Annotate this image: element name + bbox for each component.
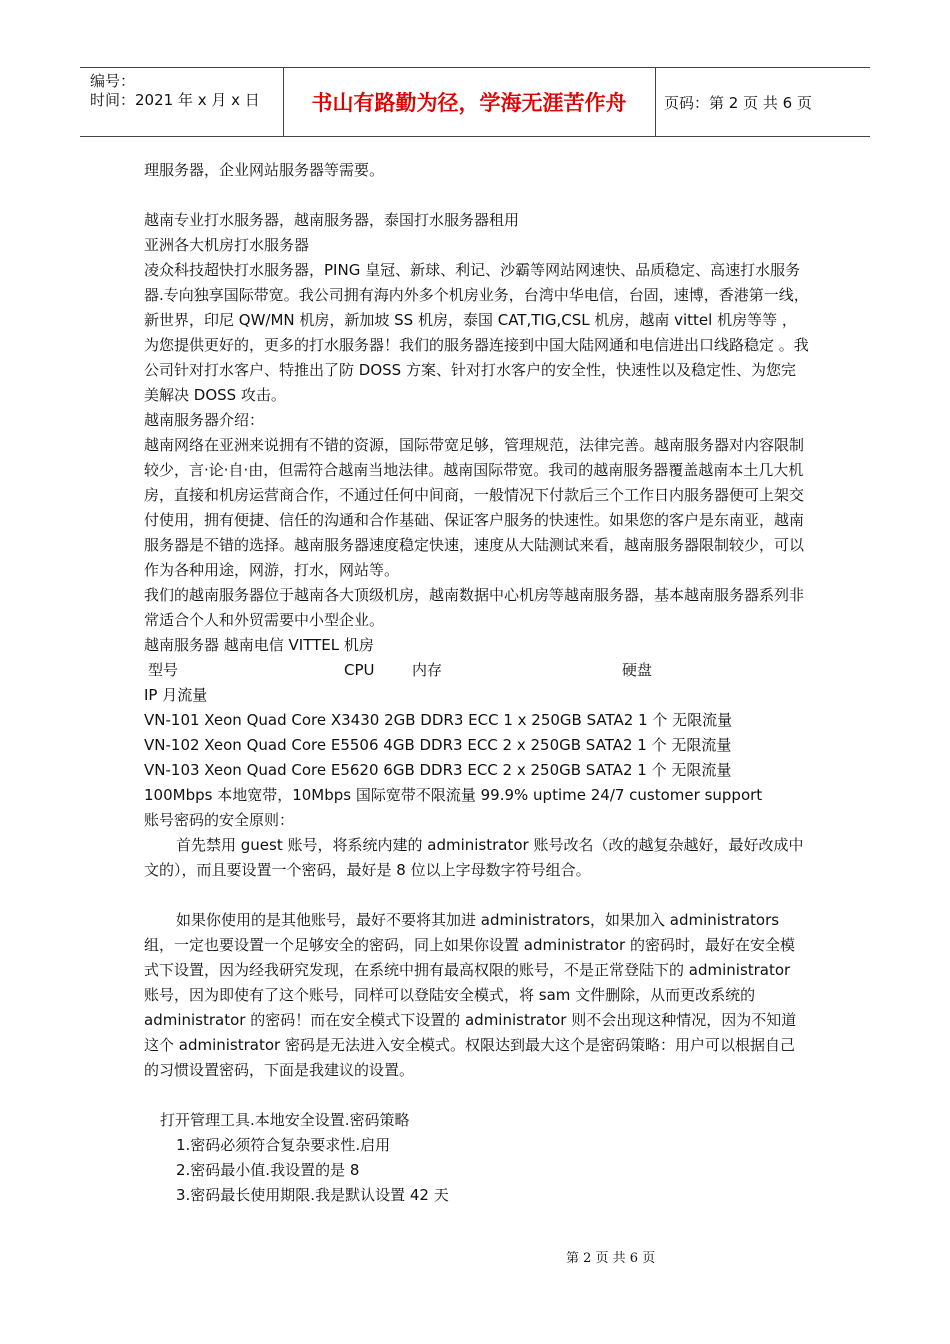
paragraph: 越南网络在亚洲来说拥有不错的资源，国际带宽足够，管理规范，法律完善。越南服务器对内容限制较少，言·论·自·由，但需符合越南当地法律。越南国际带宽。我司的越南服务器覆盖越南本土几大机房，直接和机房运营商合作，不通过任何中间商，一般情况下付款后三个工作日内服务器便可上架交付使用，拥有便捷、信任的沟通和合作基础、保证客户服务的快速性。如果您的客户是东南亚，越南服务器是不错的选择。越南服务器速度稳定快速，速度从大陆测试来看，越南服务器限制较少，可以作为各种用途，网游，打水，网站等。 <box>144 436 805 579</box>
paragraph: 越南专业打水服务器，越南服务器，泰国打水服务器租用 <box>144 211 520 229</box>
section-heading: 账号密码的安全原则： <box>144 811 295 829</box>
col-mem: 内存 <box>412 661 443 679</box>
spec-header-ip: IP 月流量 <box>144 686 208 704</box>
paragraph: 凌众科技超快打水服务器，PING 皇冠、新球、利记、沙霸等网站网速快、品质稳定、高速打水服务器.专向独享国际带宽。我公司拥有海内外多个机房业务，台湾中华电信，台固，速博，香港第一线，新世界，印尼 QW/MN 机房，新加坡 SS 机房，泰国 CAT,TIG,CSL 机房，越南 vittel 机房等等 ，为您提供更好的，更多的打水服务器！我们的服务器连接到中国大陆网通和电信进出口线路稳定 。我公司针对打水客户、特推出了防 DOSS 方案、针对打水客户的安全性，快速性以及稳定性、为您完美解决 DOSS 攻击。 <box>144 261 809 404</box>
paragraph: 亚洲各大机房打水服务器 <box>144 236 310 254</box>
col-model: 型号 <box>148 661 179 679</box>
header-meta <box>90 72 260 110</box>
date-label: 时间：2021 年 x 月 x 日 <box>90 91 260 109</box>
header-divider <box>655 68 656 136</box>
document-body <box>144 158 809 1208</box>
spec-table-header <box>144 658 809 683</box>
list-item: 2.密码最小值.我设置的是 8 <box>176 1161 360 1179</box>
paragraph: 打开管理工具.本地安全设置.密码策略 <box>160 1111 410 1129</box>
footer-page-number: 第 2 页 共 6 页 <box>566 1251 656 1266</box>
spec-row: VN-102 Xeon Quad Core E5506 4GB DDR3 ECC 2 x 250GB SATA2 1 个 无限流量 <box>144 736 732 754</box>
paragraph: 首先禁用 guest 账号，将系统内建的 administrator 账号改名（改的越复杂越好，最好改成中文的），而且要设置一个密码，最好是 8 位以上字母数字符号组合。 <box>144 836 804 879</box>
header-motto: 书山有路勤为径，学海无涯苦作舟 <box>311 91 627 115</box>
list-item: 1.密码必须符合复杂要求性.启用 <box>176 1136 391 1154</box>
paragraph: 如果你使用的是其他账号，最好不要将其加进 administrators，如果加入 administrators 组，一定也要设置一个足够安全的密码，同上如果你设置 administrator 的密码时，最好在安全模式下设置，因为经我研究发现，在系统中拥有最高权限的账号，不是正常登陆下的 administrator 账号，因为即使有了这个账号，同样可以登陆安全模式，将 sam 文件删除，从而更改系统的 administrator 的密码！而在安全模式下设置的 administrator 则不会出现这种情况，因为不知道这个 administrator 密码是无法进入安全模式。权限达到最大这个是密码策略：用户可以根据自己的习惯设置密码，下面是我建议的设置。 <box>144 911 797 1079</box>
col-disk: 硬盘 <box>622 661 653 679</box>
list-item: 3.密码最长使用期限.我是默认设置 42 天 <box>176 1186 449 1204</box>
paragraph: 越南服务器 越南电信 VITTEL 机房 <box>144 636 374 654</box>
header-page-label: 页码：第 2 页 共 6 页 <box>664 93 812 112</box>
col-cpu: CPU <box>344 661 375 679</box>
page-header <box>80 67 870 137</box>
spec-row: VN-101 Xeon Quad Core X3430 2GB DDR3 ECC 1 x 250GB SATA2 1 个 无限流量 <box>144 711 733 729</box>
number-label: 编号： <box>90 72 136 90</box>
paragraph: 我们的越南服务器位于越南各大顶级机房，越南数据中心机房等越南服务器，基本越南服务器系列非常适合个人和外贸需要中小型企业。 <box>144 586 805 629</box>
section-heading: 越南服务器介绍： <box>144 411 265 429</box>
spec-row: VN-103 Xeon Quad Core E5620 6GB DDR3 ECC 2 x 250GB SATA2 1 个 无限流量 <box>144 761 732 779</box>
paragraph: 100Mbps 本地宽带，10Mbps 国际宽带不限流量 99.9% uptime 24/7 customer support <box>144 786 763 804</box>
paragraph: 理服务器，企业网站服务器等需要。 <box>144 161 385 179</box>
